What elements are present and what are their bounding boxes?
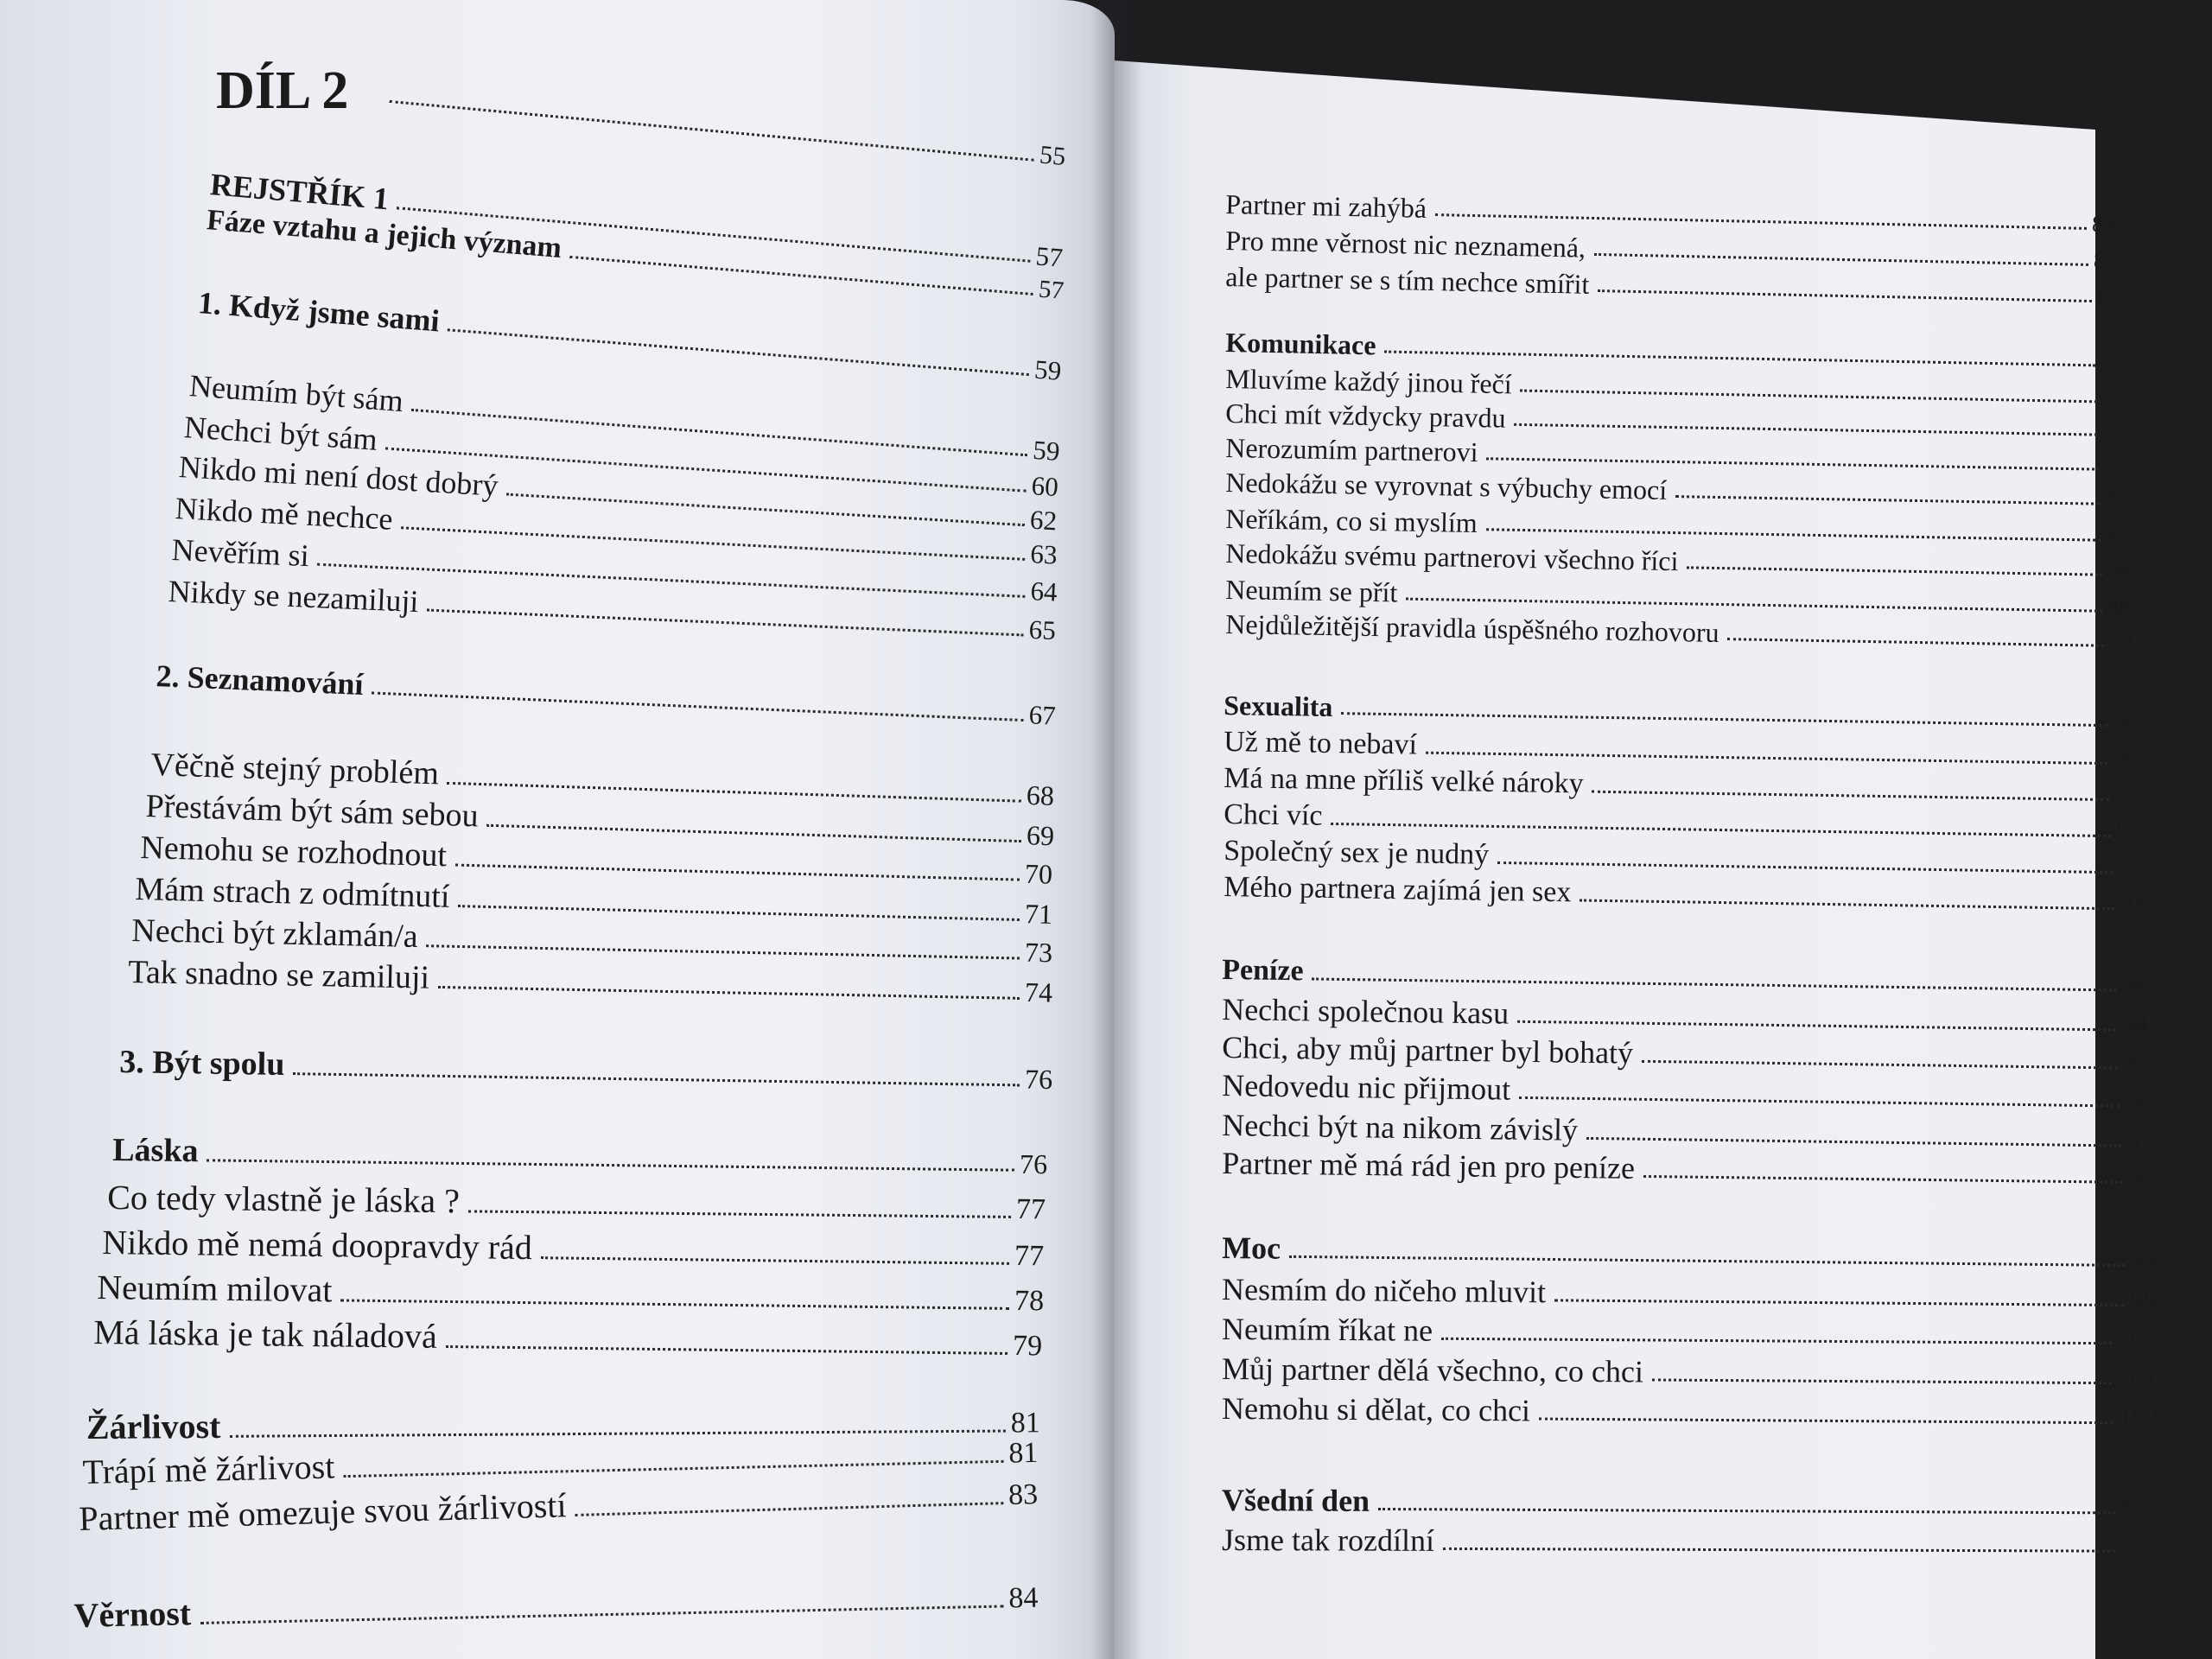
- toc-entry-moc: [1222, 1232, 2157, 1273]
- toc-entry-text: Nechci být zklamán/a: [130, 912, 419, 955]
- toc-page-number: 74: [1024, 976, 1053, 1008]
- toc-entry-text: Neumím být sám: [188, 368, 405, 419]
- toc-page-number: 98: [2127, 1160, 2156, 1192]
- dot-leader: [427, 609, 1024, 637]
- toc-page-number: 92: [2115, 817, 2142, 845]
- dot-leader: [1514, 423, 2097, 436]
- toc-heading-text: Fáze vztahu a jejich význam: [205, 204, 563, 265]
- toc-entry-3-byt-spolu: [119, 1046, 1052, 1093]
- toc-entry-text: Nedokážu svému partnerovi všechno říci: [1224, 537, 1679, 577]
- toc-entry-text: Nechci být sám: [182, 410, 378, 457]
- toc-page-number: 94: [2120, 970, 2147, 999]
- toc-page-number: 60: [1030, 470, 1059, 503]
- toc-page-number: 94: [2120, 1008, 2149, 1039]
- dot-leader: [541, 1256, 1009, 1265]
- dot-leader: [293, 1072, 1020, 1086]
- toc-page-number: 93: [2117, 853, 2144, 881]
- toc-page-number: 99: [2129, 1284, 2158, 1315]
- toc-entry-nemohu-si-delat-co-chci: [1222, 1393, 2158, 1431]
- toc-heading-text: 3. Být spolu: [118, 1044, 285, 1084]
- toc-page-number: 76: [1019, 1147, 1048, 1180]
- toc-entry-text: Jsme tak rozdílní: [1221, 1522, 1435, 1558]
- toc-entry-text: Chci víc: [1223, 798, 1323, 832]
- toc-entry-neumim-milovat: [97, 1270, 1044, 1316]
- toc-entry-text: Nikdo mě nemá doopravdy rád: [101, 1223, 533, 1268]
- toc-heading-text: Sexualita: [1223, 690, 1333, 722]
- toc-entry-muj-partner-dela-vsechno-co-chci: [1222, 1353, 2157, 1391]
- toc-page-number: 84: [2091, 211, 2116, 238]
- toc-page-number: 78: [1014, 1284, 1045, 1318]
- toc-heading-text: 1. Když jsme sami: [196, 285, 442, 339]
- toc-entry-text: Nejdůležitější pravidla úspěšného rozhovoru: [1224, 608, 1719, 648]
- toc-entry-text: Chci, aby můj partner byl bohatý: [1221, 1030, 1634, 1071]
- toc-entry-text: Nesmím do ničeho mluvit: [1221, 1272, 1547, 1310]
- dot-leader: [575, 1502, 1004, 1516]
- dot-leader: [1586, 1137, 2121, 1147]
- toc-entry-sexualita: [1224, 691, 2136, 734]
- toc-entry-text: Nedokážu se vyrovnat s výbuchy emocí: [1224, 467, 1668, 505]
- toc-entry-text: Má na mne příliš velké nároky: [1223, 762, 1584, 800]
- toc-entry-text: Chci mít vždycky pravdu: [1224, 397, 1506, 434]
- toc-entry-vernost: [73, 1579, 1039, 1633]
- toc-entry-jsme-tak-rozdilni: [1222, 1524, 2160, 1559]
- dot-leader: [438, 986, 1020, 1000]
- toc-page-number: 59: [1032, 434, 1061, 467]
- part-title: [216, 60, 348, 122]
- toc-page-number: 100: [2116, 1322, 2158, 1353]
- dot-leader: [458, 905, 1020, 921]
- toc-page-number: 76: [1024, 1063, 1053, 1095]
- toc-page-number: 102: [2118, 1402, 2159, 1433]
- dot-leader: [390, 100, 1034, 162]
- part-page-number: 55: [1038, 140, 1067, 172]
- dot-leader: [1497, 861, 2113, 874]
- toc-entry-laska: [112, 1134, 1047, 1178]
- toc-entry-2-seznamovani: [156, 660, 1057, 729]
- dot-leader: [1687, 566, 2102, 575]
- toc-heading-text: Láska: [111, 1132, 199, 1170]
- dot-leader: [448, 328, 1029, 376]
- dot-leader: [1592, 791, 2109, 801]
- part-title-text: DÍL 2: [216, 61, 349, 120]
- dot-leader: [207, 1159, 1014, 1171]
- toc-entry-text: Nechci společnou kasu: [1221, 992, 1510, 1031]
- toc-page-number: 93: [2119, 889, 2145, 918]
- toc-entry-text: Neumím milovat: [96, 1268, 333, 1310]
- toc-entry-text: Mám strach z odmítnutí: [134, 871, 450, 915]
- toc-page-number: 85: [2096, 283, 2121, 310]
- toc-page-number: 71: [1024, 898, 1053, 930]
- toc-entry-text: Nikdo mi není dost dobrý: [177, 449, 499, 503]
- toc-entry-text: Partner mě má rád jen pro peníze: [1221, 1146, 1636, 1185]
- toc-entry-text: Společný sex je nudný: [1223, 835, 1490, 871]
- dot-leader: [344, 1460, 1004, 1478]
- toc-entry-text: Můj partner dělá všechno, co chci: [1221, 1351, 1644, 1389]
- toc-page-number: 81: [1010, 1407, 1040, 1440]
- toc-page-number: 87: [2103, 451, 2128, 479]
- toc-entry-text: Nikdy se nezamiluji: [167, 574, 420, 620]
- dot-leader: [1341, 712, 2107, 727]
- toc-heading-text: Peníze: [1221, 954, 1304, 988]
- dot-leader: [1652, 1378, 2112, 1384]
- dot-leader: [1289, 1255, 2125, 1267]
- toc-entry-text: Nemohu se rozhodnout: [139, 830, 448, 874]
- dot-leader: [1441, 1338, 2112, 1344]
- dot-leader: [1378, 1508, 2114, 1514]
- toc-entry-text: Neumím se přít: [1224, 574, 1398, 608]
- toc-entry-text: Nevěřím si: [170, 532, 310, 574]
- toc-page-number: 64: [1029, 575, 1058, 607]
- toc-entry-text: Neříkám, co si myslím: [1224, 503, 1478, 539]
- dot-leader: [1486, 528, 2101, 541]
- toc-page-number: 86: [2101, 416, 2126, 444]
- toc-entry-neumim-rikat-ne: [1222, 1313, 2157, 1351]
- toc-entry-text: Co tedy vlastně je láska ?: [106, 1178, 461, 1221]
- toc-page-number: 62: [1029, 504, 1058, 537]
- toc-entry-1-kdyz-jsme-sami: [197, 287, 1063, 385]
- toc-page-number: 77: [1015, 1193, 1046, 1226]
- toc-page-number: 57: [1037, 275, 1065, 305]
- dot-leader: [1517, 1020, 2116, 1032]
- toc-page-number: 95: [2122, 1046, 2151, 1077]
- dot-leader: [1443, 1548, 2115, 1553]
- toc-entry-partner-me-ma-rad-jen-pro-penize: [1222, 1147, 2155, 1190]
- toc-entry-text: Už mě to nebaví: [1223, 726, 1418, 761]
- part-title-leader: [380, 82, 1066, 170]
- toc-entry-text: Pro mne věrnost nic neznamená,: [1224, 225, 1586, 264]
- toc-heading-text: Moc: [1221, 1230, 1281, 1266]
- toc-page-number: 89: [2108, 627, 2133, 655]
- dot-leader: [340, 1299, 1009, 1309]
- toc-page-number: 83: [1007, 1478, 1039, 1511]
- toc-page-number: 69: [1026, 819, 1055, 852]
- dot-leader: [1486, 457, 2099, 470]
- toc-page-number: 84: [1008, 1581, 1039, 1615]
- dot-leader: [426, 944, 1020, 959]
- dot-leader: [1539, 1418, 2113, 1425]
- dot-leader: [1643, 1175, 2123, 1184]
- dot-leader: [1580, 899, 2114, 910]
- toc-page-number: 86: [2101, 384, 2126, 411]
- toc-page-number: 81: [1007, 1436, 1039, 1470]
- toc-entry-text: ale partner se s tím nechce smířit: [1224, 261, 1590, 300]
- toc-heading-text: 2. Seznamování: [155, 658, 365, 702]
- toc-page-number: 57: [1034, 240, 1065, 273]
- toc-page-number: 79: [1012, 1330, 1043, 1363]
- toc-entry-co-tedy-vlastne-je-laska: [107, 1180, 1046, 1224]
- toc-entry-text: Nemohu si dělat, co chci: [1221, 1391, 1531, 1428]
- toc-heading-text: Všední den: [1221, 1483, 1370, 1518]
- toc-heading-text: Komunikace: [1224, 327, 1376, 361]
- dot-leader: [1519, 1096, 2120, 1108]
- toc-entry-nesmim-do-niceho-mluvit: [1222, 1274, 2157, 1313]
- dot-leader: [1312, 977, 2116, 991]
- toc-page-number: 101: [2116, 1362, 2158, 1393]
- toc-page-number: 85: [2100, 347, 2125, 374]
- toc-page-number: 63: [1029, 538, 1058, 570]
- dot-leader: [1598, 289, 2092, 302]
- dot-leader: [446, 1345, 1007, 1355]
- toc-entry-text: Partner mi zahýbá: [1224, 188, 1427, 224]
- toc-page-number: 65: [1028, 613, 1057, 646]
- dot-leader: [1426, 752, 2107, 765]
- toc-page-number: 90: [2112, 708, 2137, 734]
- dot-leader: [468, 1210, 1011, 1218]
- dot-leader: [1435, 213, 2087, 230]
- toc-page-number: 88: [2107, 556, 2132, 584]
- toc-page-number: 59: [1033, 353, 1063, 386]
- toc-page-number: 70: [1024, 857, 1053, 890]
- toc-page-number: 91: [2113, 780, 2140, 809]
- toc-entry-ma-laska-je-tak-naladova: [93, 1315, 1042, 1361]
- toc-heading-text: Věrnost: [73, 1593, 192, 1635]
- toc-entry-text: Partner mě omezuje svou žárlivostí: [78, 1485, 568, 1538]
- dot-leader: [1727, 638, 2104, 647]
- dot-leader: [455, 864, 1020, 881]
- toc-entry-text: Neumím říkat ne: [1221, 1312, 1433, 1348]
- toc-page-number: 68: [1026, 779, 1055, 811]
- dot-leader: [1521, 390, 2097, 404]
- toc-entry-text: Nechci být na nikom závislý: [1221, 1108, 1579, 1147]
- dot-leader: [200, 1605, 1003, 1624]
- right-page-contents: [1115, 0, 2161, 1659]
- toc-page-number: 103: [2120, 1529, 2161, 1560]
- dot-leader: [1642, 1060, 2118, 1070]
- toc-entry-text: Nikdo mě nechce: [174, 491, 394, 537]
- toc-entry-meho-partnera-zajima-jen-sex: [1224, 873, 2145, 917]
- dot-leader: [1554, 1299, 2125, 1306]
- toc-entry-text: Trápí mě žárlivost: [82, 1446, 335, 1491]
- toc-page-number: 90: [2112, 744, 2139, 772]
- toc-entry-nikdo-me-nema-doopravdy-rad: [102, 1225, 1044, 1271]
- dot-leader: [1594, 253, 2088, 266]
- toc-page-number: 85: [2093, 247, 2118, 274]
- toc-page-number: 87: [2105, 522, 2130, 550]
- dot-leader: [486, 824, 1021, 842]
- dot-leader: [1331, 823, 2111, 837]
- toc-page-number: 77: [1014, 1239, 1045, 1273]
- dot-leader: [1384, 351, 2095, 367]
- toc-page-number: 87: [2105, 486, 2130, 513]
- toc-heading-text: Žárlivost: [86, 1406, 221, 1446]
- toc-entry-penize: [1222, 956, 2146, 998]
- toc-entry-nedovedu-nic-prijmout: [1222, 1070, 2152, 1114]
- toc-entry-vsedni-den: [1222, 1484, 2160, 1521]
- dot-leader: [372, 691, 1023, 721]
- toc-page-number: 99: [2129, 1244, 2158, 1275]
- dot-leader: [1406, 598, 2102, 613]
- toc-page-number: 96: [2124, 1084, 2152, 1116]
- toc-entry-text: Mluvíme každý jinou řečí: [1224, 363, 1513, 400]
- toc-page-number: 97: [2126, 1124, 2154, 1156]
- toc-entry-text: Přestávám být sám sebou: [144, 788, 480, 835]
- toc-heading-text: REJSTŘÍK 1: [208, 167, 391, 217]
- toc-entry-text: Věčně stejný problém: [149, 747, 440, 792]
- dot-leader: [1675, 495, 2101, 505]
- toc-page-number: 67: [1028, 699, 1057, 731]
- toc-page-number: 103: [2120, 1491, 2161, 1522]
- toc-entry-text: Má láska je tak náladová: [92, 1313, 438, 1356]
- dot-leader: [448, 782, 1021, 803]
- toc-entry-text: Nerozumím partnerovi: [1224, 432, 1478, 468]
- toc-page-number: 88: [2107, 593, 2132, 620]
- toc-entry-text: Tak snadno se zamiluji: [127, 954, 430, 996]
- toc-entry-text: Mého partnera zajímá jen sex: [1223, 871, 1572, 909]
- toc-entry-text: Nedovedu nic přijmout: [1221, 1068, 1511, 1107]
- toc-entry-ma-na-mne-prilis-velke-naroky: [1224, 764, 2139, 808]
- toc-page-number: 73: [1024, 936, 1053, 969]
